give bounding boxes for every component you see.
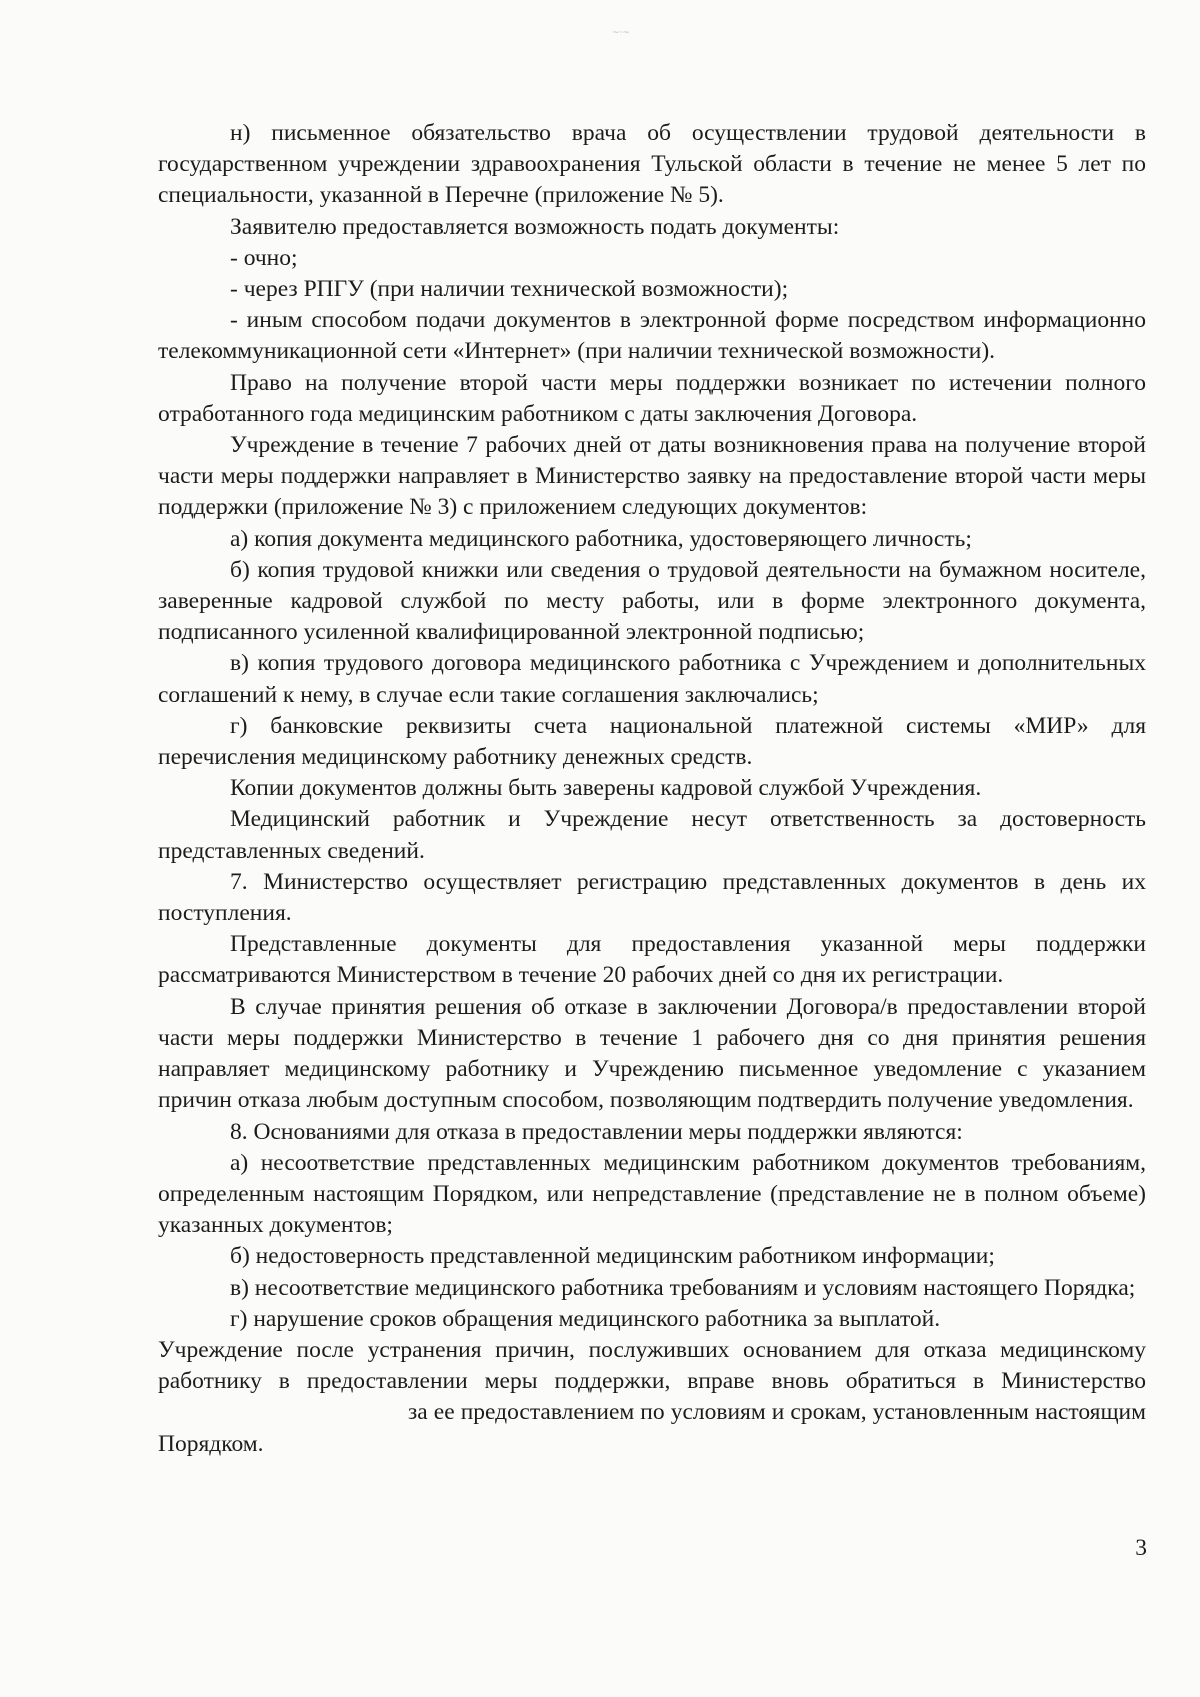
reapply-text-start: Учреждение после устранения причин, послуживших основанием для отказа медицинскому работнику в предоставлении меры поддержки, вправе вновь обратиться в Министерство xyxy=(158,1336,1146,1395)
paragraph-institution-request: Учреждение в течение 7 рабочих дней от даты возникновения права на получение второй части меры поддержки направляет в Министерство заявку на предоставление второй части меры поддержки (приложение № 3) с приложением следующих документов: xyxy=(158,432,1146,521)
paragraph-refusal-v: в) несоответствие медицинского работника требованиям и условиям настоящего Порядка; xyxy=(230,1274,1136,1301)
paragraph-section-8: 8. Основаниями для отказа в предоставлении меры поддержки являются: xyxy=(230,1118,963,1145)
paragraph-doc-v: в) копия трудового договора медицинского работника с Учреждением и дополнительных соглашений к нему, в случае если такие соглашения заключались; xyxy=(158,650,1146,708)
document-body xyxy=(158,118,1146,1460)
page-number: 3 xyxy=(1135,1535,1147,1561)
paragraph-second-part-right: Право на получение второй части меры поддержки возникает по истечении полного отработанного года медицинским работником с даты заключения Договора. xyxy=(158,369,1146,427)
paragraph-doc-b: б) копия трудовой книжки или сведения о трудовой деятельности на бумажном носителе, заверенные кадровой службой по месту работы, или в форме электронного документа, подписанного усиленной квалифицированной электронной подписью; xyxy=(158,556,1146,646)
paragraph-refusal-g: г) нарушение сроков обращения медицинского работника за выплатой. xyxy=(230,1305,941,1332)
paragraph-submission-in-person: - очно; xyxy=(230,244,298,271)
paragraph-submission-internet: - иным способом подачи документов в электронной форме посредством информационно телекоммуникационной сети «Интернет» (при наличии технической возможности). xyxy=(158,307,1146,365)
paragraph-copies-certified: Копии документов должны быть заверены кадровой службой Учреждения. xyxy=(230,775,982,802)
paragraph-review-period: Представленные документы для предоставления указанной меры поддержки рассматриваются Министерством в течение 20 рабочих дней со дня их регистрации. xyxy=(158,931,1146,989)
paragraph-submission-intro: Заявителю предоставляется возможность подать документы: xyxy=(230,213,840,240)
paragraph-section-7: 7. Министерство осуществляет регистрацию представленных документов в день их поступления. xyxy=(158,868,1146,927)
paragraph-submission-rpgu: - через РПГУ (при наличии технической возможности); xyxy=(230,276,789,303)
paragraph-refusal-b: б) недостоверность представленной медицинским работником информации; xyxy=(230,1243,995,1270)
paragraph-responsibility: Медицинский работник и Учреждение несут ответственность за достоверность представленных сведений. xyxy=(158,806,1146,864)
paragraph-doc-a: а) копия документа медицинского работника, удостоверяющего личность; xyxy=(230,525,972,552)
paragraph-item-n: н) письменное обязательство врача об осуществлении трудовой деятельности в государственном учреждении здравоохранения Тульской области в течение не менее 5 лет по специальности, указанной в Перечне (приложение № 5). xyxy=(158,120,1146,209)
paragraph-reapply xyxy=(158,1335,1146,1460)
reapply-text-end: за ее предоставлением по условиям и срокам, установленным настоящим Порядком. xyxy=(158,1399,1146,1457)
scan-artifact: ~·~ xyxy=(612,28,630,38)
paragraph-refusal-notice: В случае принятия решения об отказе в заключении Договора/в предоставлении второй части меры поддержки Министерство в течение 1 рабочего дня со дня принятия решения направляет медицинскому работнику и Учреждению письменное уведомление с указанием причин отказа любым доступным способом, позволяющим подтвердить получение уведомления. xyxy=(158,993,1146,1114)
paragraph-doc-g: г) банковские реквизиты счета национальной платежной системы «МИР» для перечисления медицинскому работнику денежных средств. xyxy=(158,712,1146,771)
paragraph-refusal-a: а) несоответствие представленных медицинским работником документов требованиям, определенным настоящим Порядком, или непредставление (представление не в полном объеме) указанных документов; xyxy=(158,1149,1146,1239)
